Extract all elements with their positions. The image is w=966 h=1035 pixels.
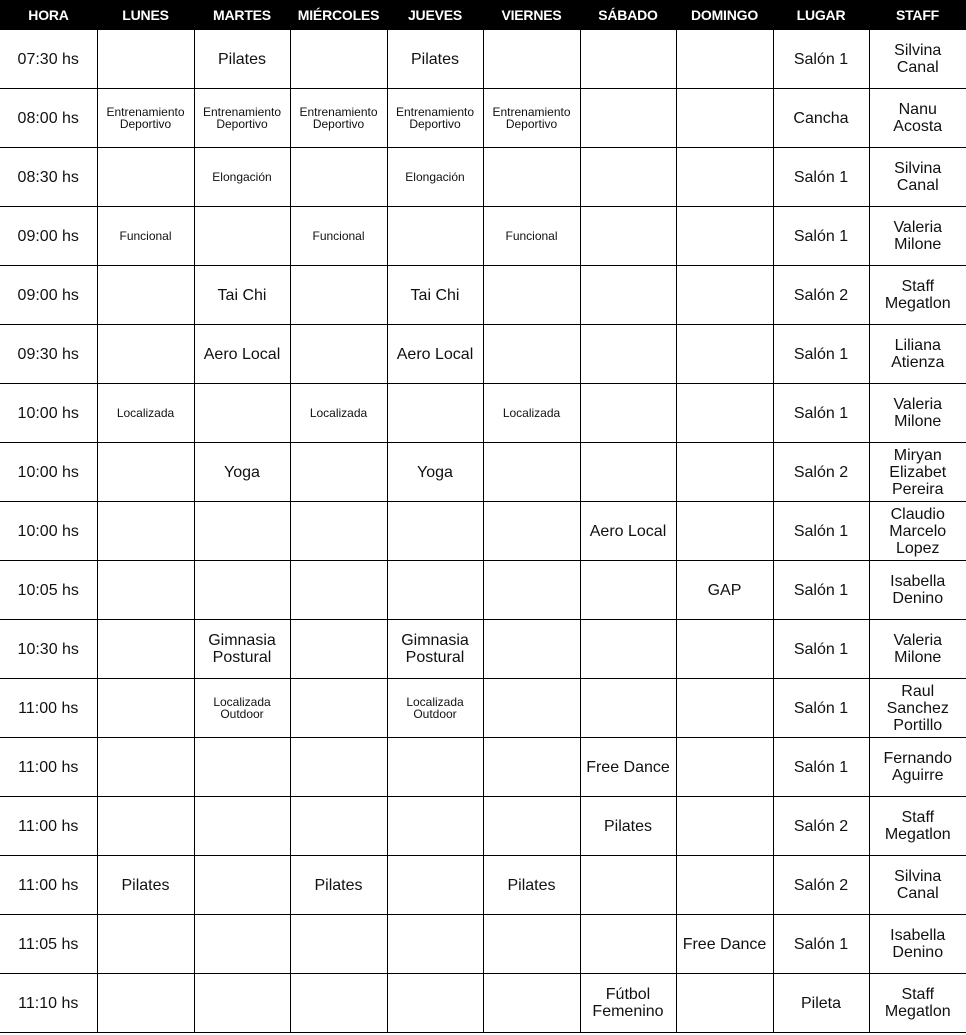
cell-lunes — [97, 738, 194, 797]
cell-miercoles — [290, 738, 387, 797]
cell-sabado — [580, 89, 676, 148]
cell-lugar: Salón 1 — [773, 30, 869, 89]
cell-miercoles — [290, 30, 387, 89]
table-row — [0, 561, 966, 620]
header-jueves: JUEVES — [387, 0, 483, 30]
cell-jueves: Elongación — [387, 148, 483, 207]
cell-lugar: Salón 1 — [773, 502, 869, 561]
header-miercoles: MIÉRCOLES — [290, 0, 387, 30]
cell-martes — [194, 738, 290, 797]
cell-martes — [194, 561, 290, 620]
cell-staff: Isabella Denino — [869, 915, 966, 974]
table-row — [0, 974, 966, 1033]
header-lugar: LUGAR — [773, 0, 869, 30]
cell-domingo — [676, 502, 773, 561]
table-row — [0, 856, 966, 915]
cell-jueves — [387, 207, 483, 266]
table-row — [0, 384, 966, 443]
cell-miercoles — [290, 325, 387, 384]
cell-lugar: Salón 1 — [773, 915, 869, 974]
cell-jueves — [387, 738, 483, 797]
cell-lugar: Salón 2 — [773, 856, 869, 915]
cell-hora: 11:05 hs — [0, 915, 97, 974]
table-row — [0, 797, 966, 856]
cell-domingo — [676, 89, 773, 148]
cell-staff: Silvina Canal — [869, 30, 966, 89]
cell-staff: Claudio Marcelo Lopez — [869, 502, 966, 561]
cell-miercoles — [290, 561, 387, 620]
cell-domingo — [676, 443, 773, 502]
table-row — [0, 443, 966, 502]
table-row — [0, 620, 966, 679]
cell-staff: Valeria Milone — [869, 207, 966, 266]
table-row — [0, 266, 966, 325]
cell-hora: 09:30 hs — [0, 325, 97, 384]
cell-hora: 07:30 hs — [0, 30, 97, 89]
cell-viernes — [483, 148, 580, 207]
cell-lunes — [97, 148, 194, 207]
cell-miercoles: Pilates — [290, 856, 387, 915]
cell-hora: 08:30 hs — [0, 148, 97, 207]
table-row — [0, 148, 966, 207]
cell-martes — [194, 974, 290, 1033]
table-row — [0, 207, 966, 266]
table-row — [0, 679, 966, 738]
cell-staff: Staff Megatlon — [869, 266, 966, 325]
cell-lunes — [97, 502, 194, 561]
cell-staff: Isabella Denino — [869, 561, 966, 620]
cell-staff: Raul Sanchez Portillo — [869, 679, 966, 738]
cell-martes: Aero Local — [194, 325, 290, 384]
cell-viernes — [483, 797, 580, 856]
cell-lugar: Pileta — [773, 974, 869, 1033]
cell-lugar: Salón 1 — [773, 384, 869, 443]
cell-jueves: Entrenamiento Deportivo — [387, 89, 483, 148]
cell-jueves: Pilates — [387, 30, 483, 89]
cell-lugar: Salón 1 — [773, 620, 869, 679]
cell-sabado — [580, 620, 676, 679]
cell-staff: Valeria Milone — [869, 620, 966, 679]
cell-domingo — [676, 797, 773, 856]
cell-martes: Entrenamiento Deportivo — [194, 89, 290, 148]
cell-miercoles — [290, 974, 387, 1033]
cell-domingo — [676, 325, 773, 384]
cell-hora: 11:00 hs — [0, 797, 97, 856]
table-row — [0, 89, 966, 148]
cell-lunes — [97, 797, 194, 856]
header-lunes: LUNES — [97, 0, 194, 30]
table-row — [0, 502, 966, 561]
cell-hora: 10:30 hs — [0, 620, 97, 679]
cell-sabado — [580, 561, 676, 620]
cell-staff: Liliana Atienza — [869, 325, 966, 384]
cell-hora: 08:00 hs — [0, 89, 97, 148]
cell-lunes — [97, 443, 194, 502]
cell-lugar: Cancha — [773, 89, 869, 148]
cell-viernes — [483, 266, 580, 325]
cell-martes: Elongación — [194, 148, 290, 207]
cell-martes — [194, 797, 290, 856]
cell-viernes — [483, 679, 580, 738]
cell-sabado — [580, 30, 676, 89]
cell-miercoles — [290, 679, 387, 738]
cell-miercoles — [290, 443, 387, 502]
cell-sabado — [580, 207, 676, 266]
cell-viernes — [483, 561, 580, 620]
cell-hora: 11:00 hs — [0, 679, 97, 738]
cell-domingo — [676, 266, 773, 325]
cell-lunes — [97, 974, 194, 1033]
cell-lugar: Salón 1 — [773, 325, 869, 384]
cell-lugar: Salón 1 — [773, 561, 869, 620]
cell-jueves: Gimnasia Postural — [387, 620, 483, 679]
cell-jueves — [387, 797, 483, 856]
cell-domingo — [676, 679, 773, 738]
cell-lunes — [97, 679, 194, 738]
cell-lunes — [97, 915, 194, 974]
cell-staff: Miryan Elizabet Pereira — [869, 443, 966, 502]
cell-martes: Yoga — [194, 443, 290, 502]
cell-lugar: Salón 1 — [773, 148, 869, 207]
cell-viernes — [483, 30, 580, 89]
cell-hora: 11:00 hs — [0, 856, 97, 915]
table-row — [0, 915, 966, 974]
cell-miercoles: Localizada — [290, 384, 387, 443]
cell-lugar: Salón 1 — [773, 738, 869, 797]
cell-martes: Localizada Outdoor — [194, 679, 290, 738]
cell-jueves — [387, 384, 483, 443]
cell-miercoles — [290, 620, 387, 679]
header-viernes: VIERNES — [483, 0, 580, 30]
cell-hora: 09:00 hs — [0, 266, 97, 325]
cell-lunes: Funcional — [97, 207, 194, 266]
cell-domingo — [676, 148, 773, 207]
cell-viernes — [483, 443, 580, 502]
cell-sabado — [580, 384, 676, 443]
cell-miercoles — [290, 266, 387, 325]
table-row — [0, 30, 966, 89]
cell-sabado — [580, 679, 676, 738]
cell-lugar: Salón 2 — [773, 797, 869, 856]
cell-lunes: Entrenamiento Deportivo — [97, 89, 194, 148]
cell-domingo — [676, 207, 773, 266]
cell-viernes: Entrenamiento Deportivo — [483, 89, 580, 148]
cell-domingo — [676, 738, 773, 797]
cell-hora: 11:10 hs — [0, 974, 97, 1033]
cell-domingo — [676, 30, 773, 89]
cell-martes — [194, 502, 290, 561]
cell-jueves: Yoga — [387, 443, 483, 502]
table-row — [0, 325, 966, 384]
header-martes: MARTES — [194, 0, 290, 30]
cell-viernes — [483, 974, 580, 1033]
cell-hora: 10:05 hs — [0, 561, 97, 620]
cell-sabado: Free Dance — [580, 738, 676, 797]
cell-lugar: Salón 2 — [773, 266, 869, 325]
cell-hora: 10:00 hs — [0, 502, 97, 561]
cell-sabado — [580, 443, 676, 502]
cell-jueves: Aero Local — [387, 325, 483, 384]
header-sabado: SÁBADO — [580, 0, 676, 30]
cell-hora: 09:00 hs — [0, 207, 97, 266]
cell-domingo — [676, 620, 773, 679]
cell-lunes — [97, 561, 194, 620]
cell-hora: 10:00 hs — [0, 443, 97, 502]
cell-viernes — [483, 620, 580, 679]
cell-jueves — [387, 974, 483, 1033]
cell-domingo: Free Dance — [676, 915, 773, 974]
cell-lugar: Salón 2 — [773, 443, 869, 502]
cell-lunes: Pilates — [97, 856, 194, 915]
cell-sabado — [580, 266, 676, 325]
cell-lugar: Salón 1 — [773, 679, 869, 738]
cell-staff: Nanu Acosta — [869, 89, 966, 148]
cell-lunes — [97, 266, 194, 325]
cell-jueves: Localizada Outdoor — [387, 679, 483, 738]
cell-viernes — [483, 325, 580, 384]
cell-miercoles — [290, 148, 387, 207]
cell-jueves: Tai Chi — [387, 266, 483, 325]
cell-viernes: Funcional — [483, 207, 580, 266]
cell-staff: Silvina Canal — [869, 856, 966, 915]
cell-jueves — [387, 502, 483, 561]
cell-sabado: Aero Local — [580, 502, 676, 561]
cell-martes — [194, 384, 290, 443]
header-domingo: DOMINGO — [676, 0, 773, 30]
table-row — [0, 738, 966, 797]
cell-staff: Valeria Milone — [869, 384, 966, 443]
cell-miercoles — [290, 797, 387, 856]
cell-staff: Silvina Canal — [869, 148, 966, 207]
cell-lunes — [97, 30, 194, 89]
cell-sabado: Pilates — [580, 797, 676, 856]
cell-martes: Pilates — [194, 30, 290, 89]
cell-domingo: GAP — [676, 561, 773, 620]
cell-sabado — [580, 915, 676, 974]
cell-sabado — [580, 325, 676, 384]
cell-martes: Gimnasia Postural — [194, 620, 290, 679]
cell-sabado: Fútbol Femenino — [580, 974, 676, 1033]
cell-miercoles — [290, 502, 387, 561]
cell-staff: Staff Megatlon — [869, 797, 966, 856]
cell-domingo — [676, 384, 773, 443]
cell-domingo — [676, 856, 773, 915]
cell-hora: 11:00 hs — [0, 738, 97, 797]
cell-jueves — [387, 856, 483, 915]
cell-viernes — [483, 502, 580, 561]
cell-domingo — [676, 974, 773, 1033]
cell-lugar: Salón 1 — [773, 207, 869, 266]
header-staff: STAFF — [869, 0, 966, 30]
cell-staff: Fernando Aguirre — [869, 738, 966, 797]
cell-viernes — [483, 915, 580, 974]
cell-hora: 10:00 hs — [0, 384, 97, 443]
cell-jueves — [387, 915, 483, 974]
cell-viernes: Localizada — [483, 384, 580, 443]
cell-lunes — [97, 325, 194, 384]
cell-jueves — [387, 561, 483, 620]
cell-miercoles: Entrenamiento Deportivo — [290, 89, 387, 148]
cell-miercoles: Funcional — [290, 207, 387, 266]
cell-lunes — [97, 620, 194, 679]
header-row — [0, 0, 966, 30]
cell-martes — [194, 915, 290, 974]
cell-viernes — [483, 738, 580, 797]
cell-sabado — [580, 148, 676, 207]
cell-sabado — [580, 856, 676, 915]
cell-lunes: Localizada — [97, 384, 194, 443]
cell-martes: Tai Chi — [194, 266, 290, 325]
cell-martes — [194, 856, 290, 915]
cell-viernes: Pilates — [483, 856, 580, 915]
cell-martes — [194, 207, 290, 266]
header-hora: HORA — [0, 0, 97, 30]
cell-staff: Staff Megatlon — [869, 974, 966, 1033]
cell-miercoles — [290, 915, 387, 974]
